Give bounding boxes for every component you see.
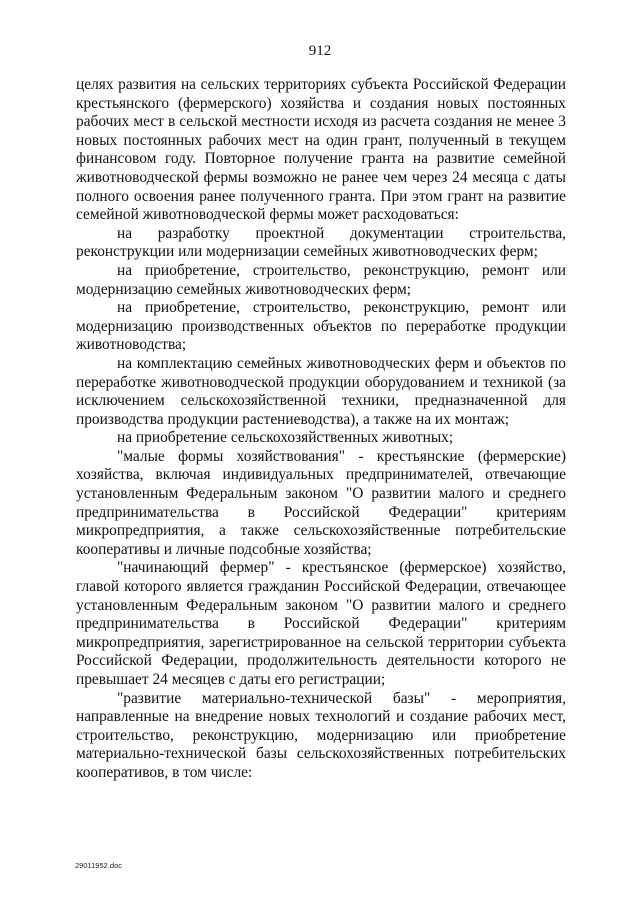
footer-filename: 29011952.doc — [75, 861, 122, 870]
definition-small-business-forms: "малые формы хозяйствования" - крестьянские (фермерские) хозяйства, включая индивидуальных предпринимателей, отвечающие установленным Федеральным законом "О развитии малого и среднего предпринимательства в Российской Федерации" критериям микропредприятия, а также сельскохозяйственные потребительские кооперативы и личные подсобные хозяйства; — [76, 447, 566, 558]
paragraph-grant-purpose: целях развития на сельских территориях субъекта Российской Федерации крестьянского (фермерского) хозяйства и создания новых постоянных рабочих мест в сельской местности исходя из расчета создания не менее 3 новых постоянных рабочих мест на один грант, полученный в текущем финансовом году. Повторное получение гранта на развитие семейной животноводческой фермы возможно не ранее чем через 24 месяца с даты полного освоения ранее полученного гранта. При этом грант на развитие семейной животноводческой фермы может расходоваться: — [76, 76, 566, 224]
list-item-equipment: на комплектацию семейных животноводческих ферм и объектов по переработке животноводческой продукции оборудованием и техникой (за исключением сельскохозяйственной техники, предназначенной для производства продукции растениеводства), а также на их монтаж; — [76, 354, 566, 428]
definition-material-base: "развитие материально-технической базы" - мероприятия, направленные на внедрение новых технологий и создание рабочих мест, строительство, реконструкцию, модернизацию или приобретение материально-технической базы сельскохозяйственных потребительских кооперативов, в том числе: — [76, 689, 566, 781]
list-item-farm-construction: на приобретение, строительство, реконструкцию, ремонт или модернизацию семейных животноводческих ферм; — [76, 261, 566, 298]
page-number: 912 — [308, 43, 332, 59]
list-item-livestock: на приобретение сельскохозяйственных животных; — [117, 429, 454, 447]
list-item-project-documentation: на разработку проектной документации строительства, реконструкции или модернизации семейных животноводческих ферм; — [76, 224, 566, 261]
document-body — [76, 76, 566, 783]
list-item-processing-facilities: на приобретение, строительство, реконструкцию, ремонт или модернизацию производственных объектов по переработке продукции животноводства; — [76, 299, 566, 354]
definition-beginning-farmer: "начинающий фермер" - крестьянское (фермерское) хозяйство, главой которого является гражданин Российской Федерации, отвечающее установленным Федеральным законом "О развитии малого и среднего предпринимательства в Российской Федерации" критериям микропредприятия, зарегистрированное на сельской территории субъекта Российской Федерации, продолжительность деятельности которого не превышает 24 месяцев с даты его регистрации; — [76, 559, 566, 688]
